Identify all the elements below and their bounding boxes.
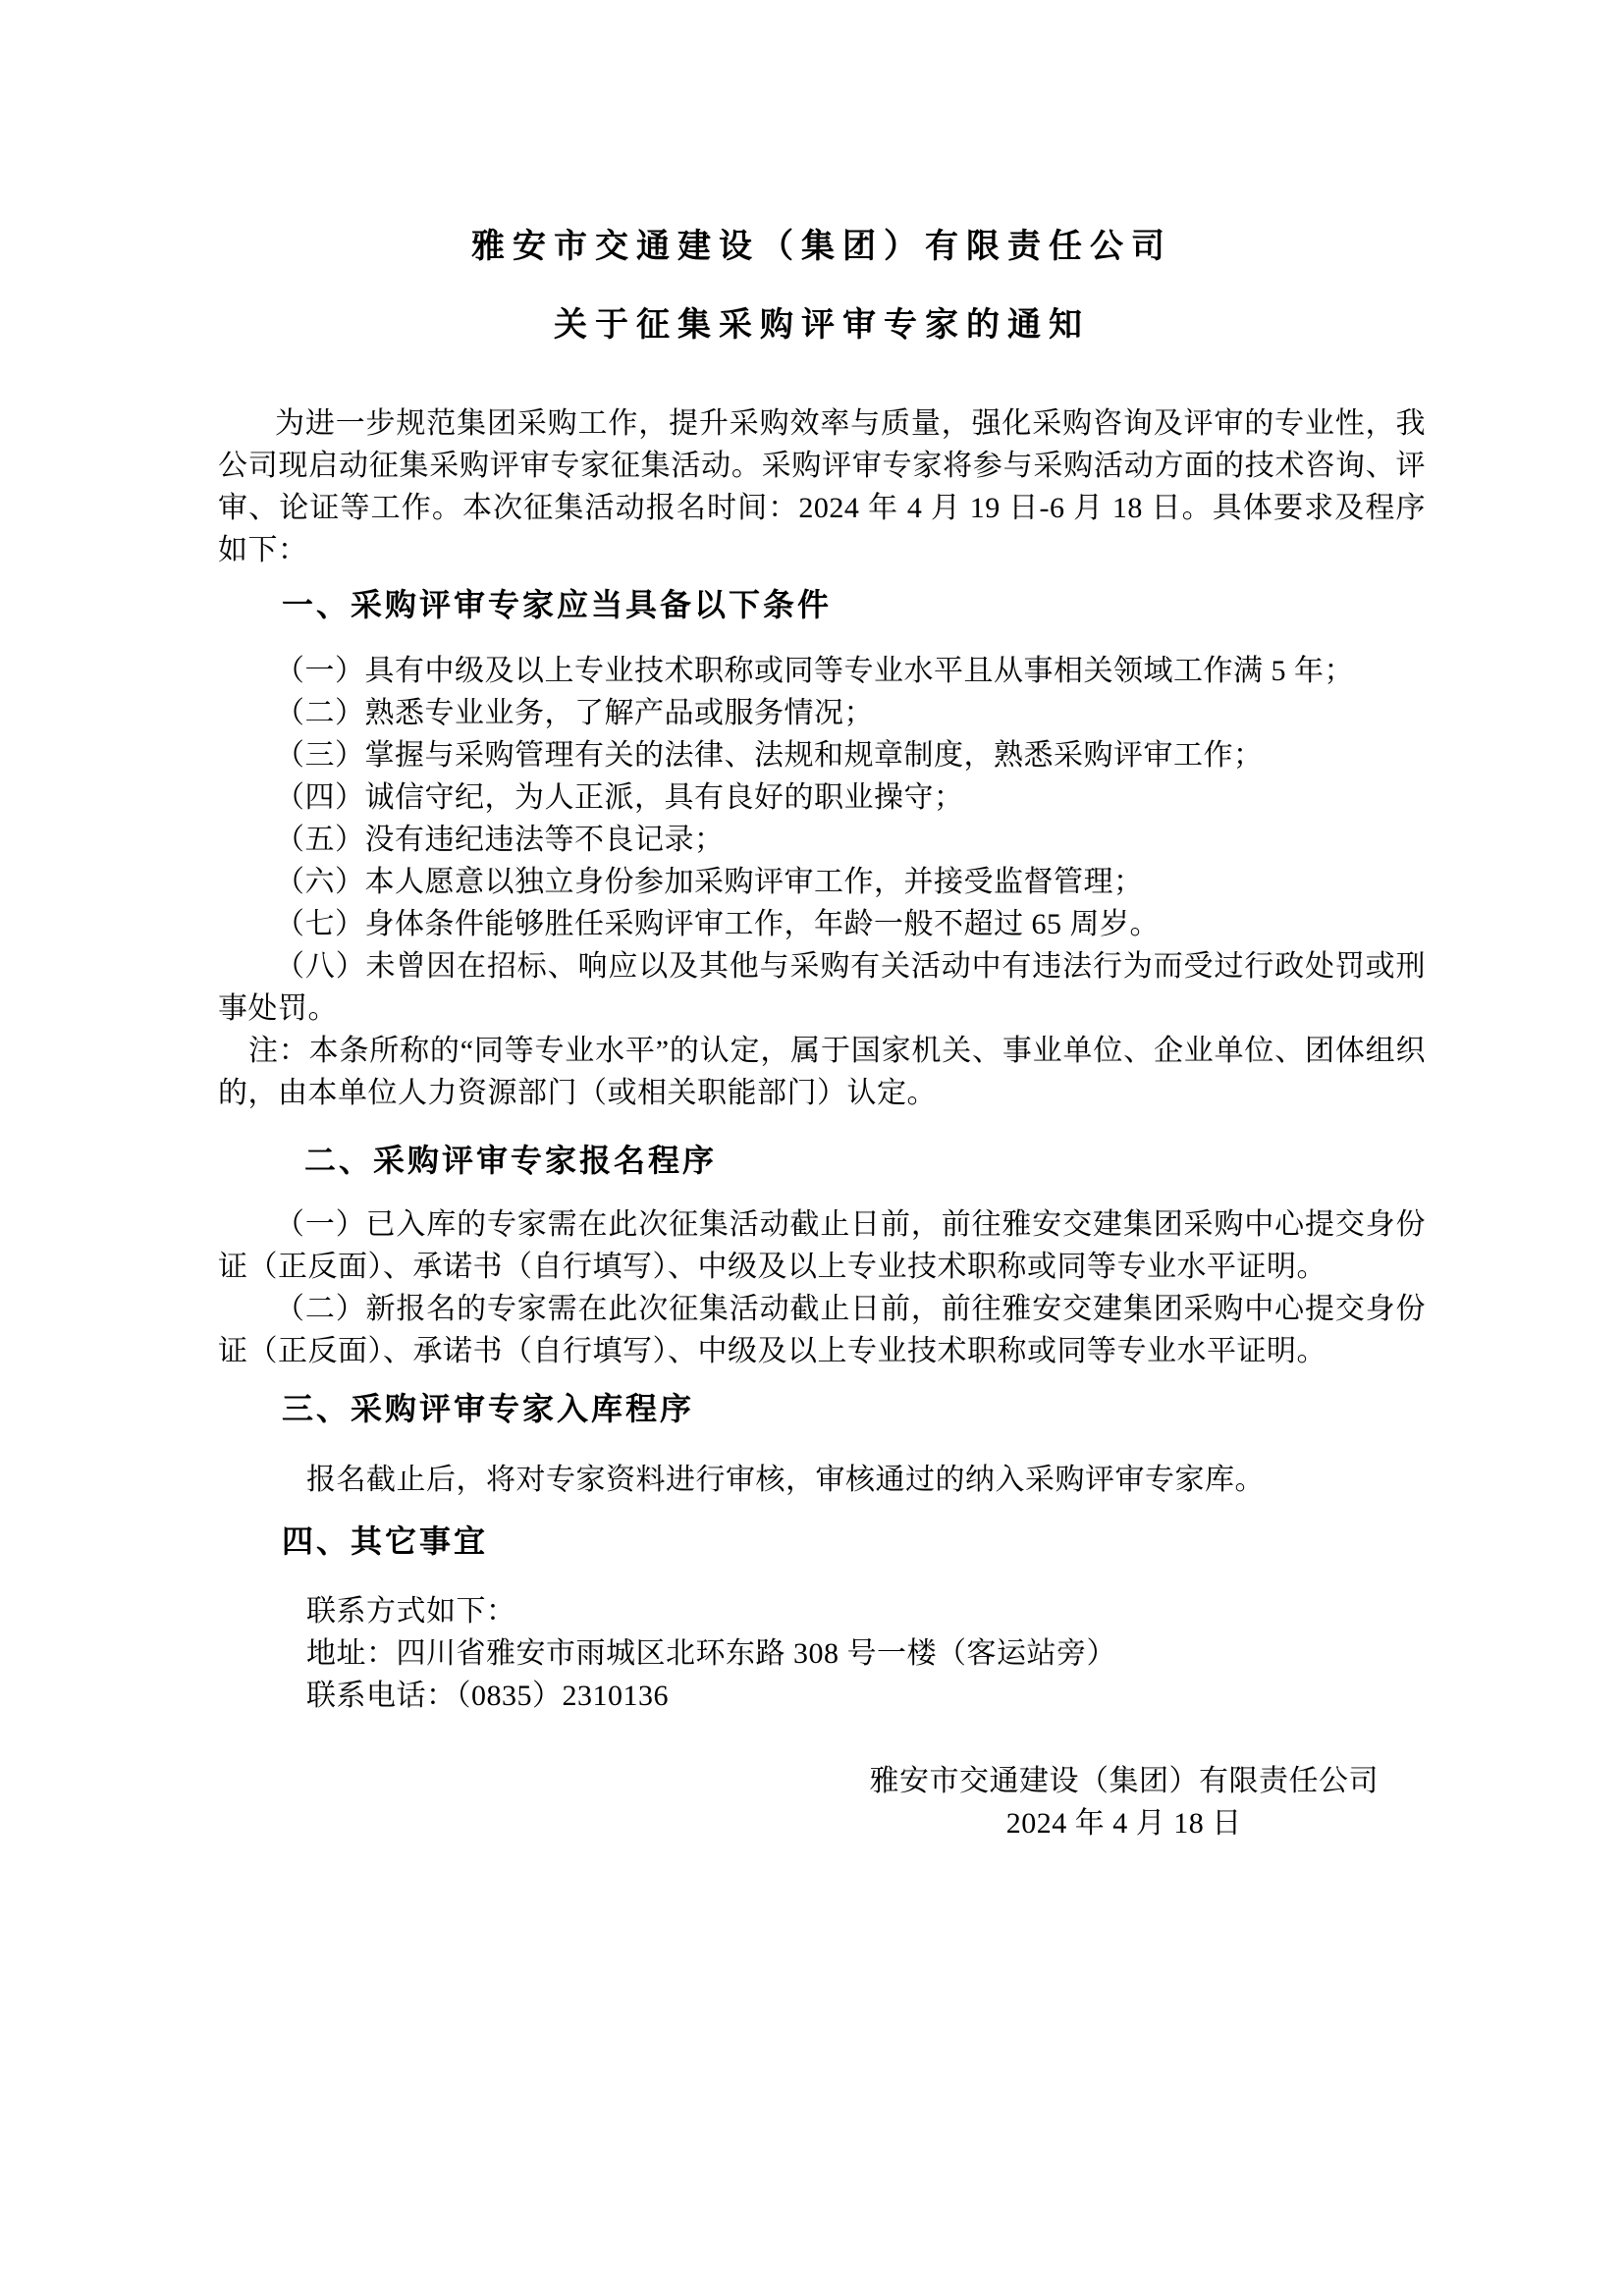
condition-item-4: （四）诚信守纪，为人正派，具有良好的职业操守； xyxy=(275,781,964,814)
section-4-heading: 四、其它事宜 xyxy=(282,1523,489,1559)
condition-item-3: （三）掌握与采购管理有关的法律、法规和规章制度，熟悉采购评审工作； xyxy=(275,739,1264,772)
section-3-heading: 三、采购评审专家入库程序 xyxy=(282,1391,695,1426)
registration-item-2: （二）新报名的专家需在此次征集活动截止日前，前往雅安交建集团采购中心提交身份证（正反面）、承诺书（自行填写）、中级及以上专业技术职称或同等专业水平证明。 xyxy=(218,1293,1426,1367)
signature-date: 2024 年 4 月 18 日 xyxy=(1005,1807,1242,1840)
signature-company: 雅安市交通建设（集团）有限责任公司 xyxy=(869,1765,1379,1797)
section-2-items xyxy=(218,1203,1426,1372)
intro-paragraph: 为进一步规范集团采购工作，提升采购效率与质量，强化采购咨询及评审的专业性，我公司现启动征集采购评审专家征集活动。采购评审专家将参与采购活动方面的技术咨询、评审、论证等工作。本次征集活动报名时间：2024 年 4 月 19 日-6 月 18 日。具体要求及程序如下： xyxy=(218,407,1426,566)
signature-block xyxy=(870,1760,1380,1844)
condition-item-7: （七）身体条件能够胜任采购评审工作，年龄一般不超过 65 周岁。 xyxy=(275,908,1160,940)
contact-address: 地址：四川省雅安市雨城区北环东路 308 号一楼（客运站旁） xyxy=(306,1637,1116,1670)
section-1-note: 注：本条所称的“同等专业水平”的认定，属于国家机关、事业单位、企业单位、团体组织的，由本单位人力资源部门（或相关职能部门）认定。 xyxy=(218,1035,1426,1109)
document-title-line1: 雅安市交通建设（集团）有限责任公司 xyxy=(471,228,1172,265)
registration-item-1: （一）已入库的专家需在此次征集活动截止日前，前往雅安交建集团采购中心提交身份证（正反面）、承诺书（自行填写）、中级及以上专业技术职称或同等专业水平证明。 xyxy=(218,1208,1426,1283)
document-title-line2: 关于征集采购评审专家的通知 xyxy=(554,306,1090,344)
section-2-heading: 二、采购评审专家报名程序 xyxy=(304,1143,718,1178)
section-3-paragraph: 报名截止后，将对专家资料进行审核，审核通过的纳入采购评审专家库。 xyxy=(306,1464,1265,1496)
condition-item-1: （一）具有中级及以上专业技术职称或同等专业水平且从事相关领域工作满 5 年； xyxy=(275,655,1354,687)
condition-item-5: （五）没有违纪违法等不良记录； xyxy=(275,824,725,856)
section-1-heading: 一、采购评审专家应当具备以下条件 xyxy=(282,587,833,622)
contact-phone: 联系电话：（0835）2310136 xyxy=(306,1680,669,1712)
section-1-items xyxy=(218,650,1426,1114)
condition-item-2: （二）熟悉专业业务，了解产品或服务情况； xyxy=(275,697,874,729)
condition-item-6: （六）本人愿意以独立身份参加采购评审工作，并接受监督管理； xyxy=(275,866,1144,898)
contact-block xyxy=(218,1590,1426,1717)
condition-item-8: （八）未曾因在招标、响应以及其他与采购有关活动中有违法行为而受过行政处罚或刑事处罚。 xyxy=(218,950,1426,1025)
contact-intro: 联系方式如下： xyxy=(306,1595,516,1628)
